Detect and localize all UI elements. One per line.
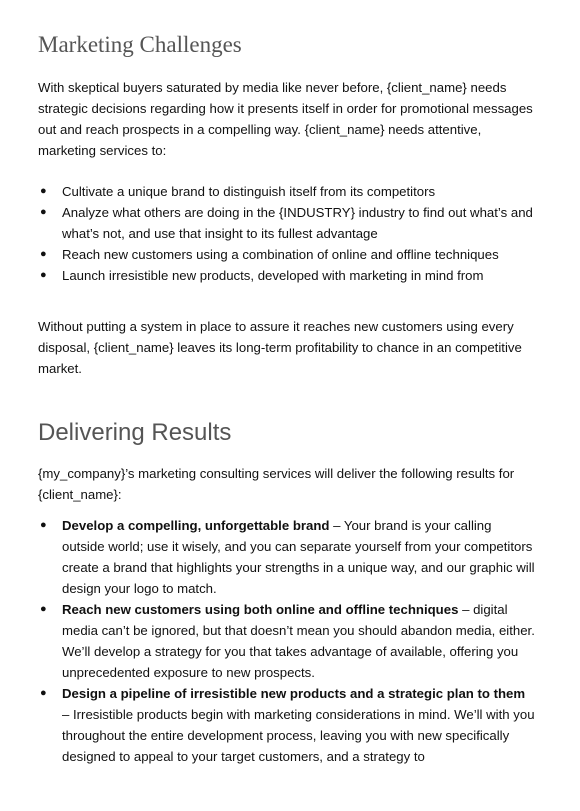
result-text: – Your brand is your calling outside world; use it wisely, and you can separate yourself from your competitors create a brand that highlights your strengths in a unique way, and our graphic will design your logo to match. [62,518,535,596]
result-text: – digital media can’t be ignored, but that doesn’t mean you should abandon media, either. We’ll develop a strategy for you that takes advantage of available, offering you unprecedented exposure to new prospects. [62,602,535,680]
list-item: ● Cultivate a unique brand to distinguish itself from its competitors [38,181,536,202]
result-title: Reach new customers using both online and offline techniques [62,602,459,617]
list-challenges [38,181,536,286]
bullet-icon: ● [40,603,47,615]
list-item [38,599,536,683]
bullet-icon: ● [40,269,47,281]
list-item [38,515,536,599]
bullet-icon: ● [40,687,47,699]
paragraph-results-intro: {my_company}’s marketing consulting services will deliver the following results for {client_name}: [38,466,515,502]
heading-marketing-challenges: Marketing Challenges [38,32,242,57]
paragraph-challenges-intro: With skeptical buyers saturated by media like never before, {client_name} needs strategic decisions regarding how it presents itself in order for promotional messages out and reach prospects in a compelling way. {client_name} needs attentive, marketing services to: [38,80,533,158]
result-title: Develop a compelling, unforgettable brand [62,518,330,533]
list-item: ● Analyze what others are doing in the {INDUSTRY} industry to find out what’s and what’s not, and use that insight to its fullest advantage [38,202,536,244]
list-item: ● Launch irresistible new products, developed with marketing in mind from [38,265,536,286]
list-item [38,683,536,767]
result-title: Design a pipeline of irresistible new products and a strategic plan to them [62,686,526,701]
bullet-icon: ● [40,248,47,260]
bullet-icon: ● [40,206,47,218]
result-text: – Irresistible products begin with marketing considerations in mind. We’ll with you throughout the entire development process, leaving you with new specifically designed to appeal to your target customers, and a strategy to [62,707,535,764]
list-results [38,515,536,767]
heading-delivering-results: Delivering Results [38,419,232,446]
paragraph-challenges-outro: Without putting a system in place to assure it reaches new customers using every disposal, {client_name} leaves its long-term profitability to chance in an competitive market. [38,319,522,376]
list-item: ● Reach new customers using a combination of online and offline techniques [38,244,536,265]
bullet-icon: ● [40,519,47,531]
bullet-icon: ● [40,185,47,197]
